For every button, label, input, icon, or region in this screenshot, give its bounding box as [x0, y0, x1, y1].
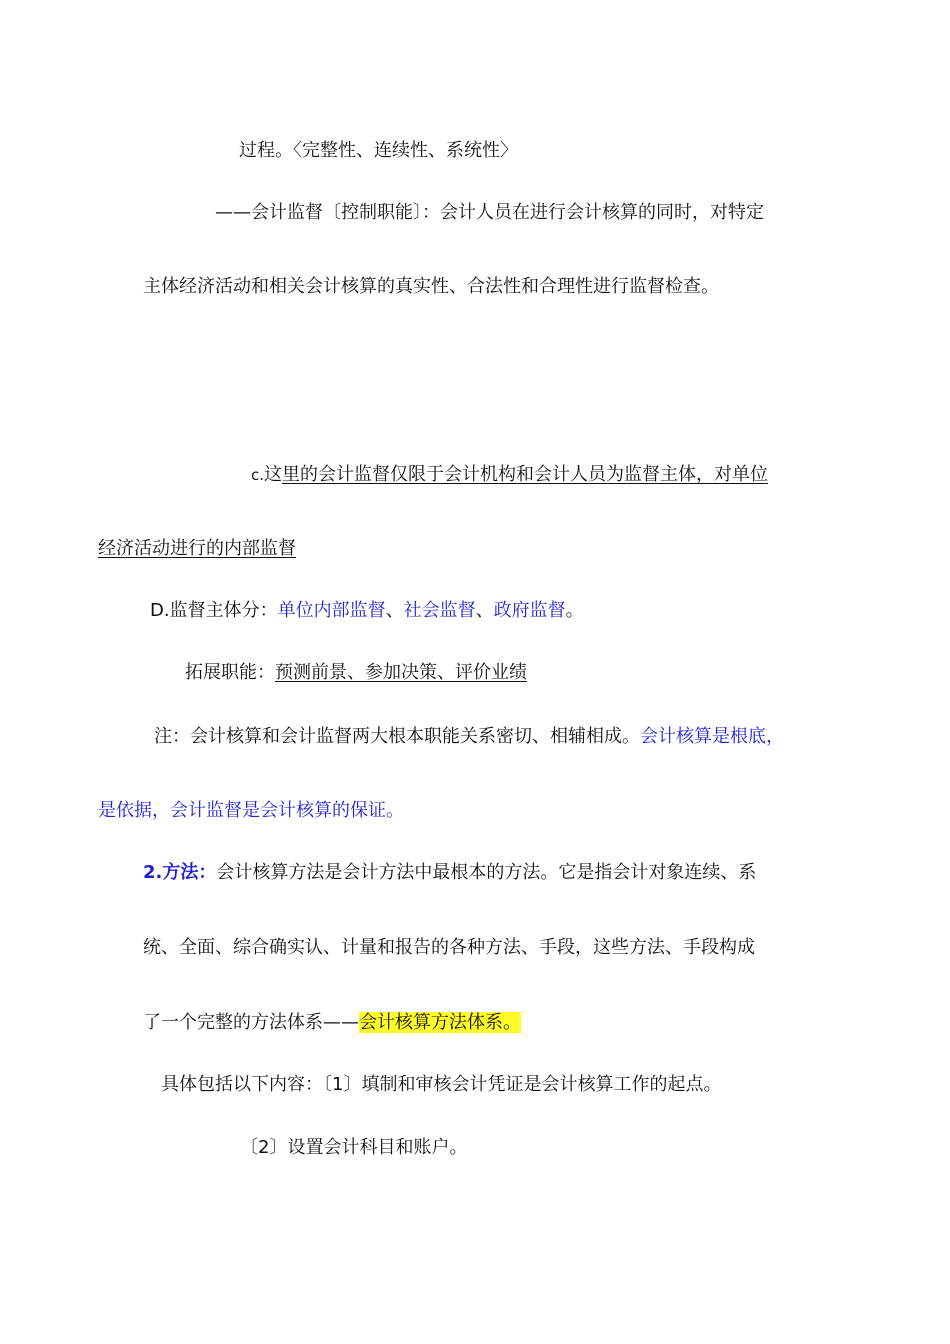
- text-line-method-3: [143, 1011, 521, 1035]
- method-label: 2.方法：: [143, 862, 217, 883]
- c-prefix: c.: [251, 466, 265, 484]
- text-line-c-cont: [98, 537, 296, 561]
- text-line-extension: [185, 661, 527, 685]
- c-text-underlined: 里的会计监督仅限于会计机构和会计人员为监督主体，对单位: [282, 464, 769, 485]
- content-intro: 具体包括以下内容：: [161, 1074, 323, 1095]
- d-item-3: 政府监督: [493, 600, 566, 621]
- method-text-1: 会计核算方法是会计方法中最根本的方法。它是指会计对象连续、系: [216, 862, 757, 883]
- note-blue-1: 会计核算是根底，: [640, 726, 784, 747]
- ext-value: 预测前景、参加决策、评价业绩: [275, 662, 527, 683]
- text-line-note-cont: 是依据，会计监督是会计核算的保证。: [98, 800, 404, 821]
- method-highlight: 会计核算方法体系。: [359, 1012, 521, 1033]
- d-end: 。: [565, 600, 584, 621]
- text-line-content-2: 〔2〕设置会计科目和账户。: [240, 1137, 468, 1158]
- d-sep-2: 、: [475, 600, 494, 621]
- note-text: 注：会计核算和会计监督两大根本职能关系密切、相辅相成。: [154, 726, 640, 747]
- d-item-1: 单位内部监督: [277, 600, 386, 621]
- content-item-1: 〔1〕填制和审核会计凭证是会计核算工作的起点。: [323, 1074, 722, 1095]
- d-item-2: 社会监督: [403, 600, 476, 621]
- c-text-1: 这: [264, 464, 283, 485]
- c-text-underlined-cont: 经济活动进行的内部监督: [98, 538, 296, 559]
- d-sep-1: 、: [385, 600, 404, 621]
- text-line-method: [143, 861, 756, 885]
- text-line-process: 过程。〈完整性、连续性、系统性〉: [239, 140, 518, 161]
- method-text-3: 了一个完整的方法体系——: [143, 1012, 359, 1033]
- d-label: D.监督主体分：: [150, 600, 278, 621]
- text-line-supervision: ——会计监督〔控制职能〕：会计人员在进行会计核算的同时，对特定: [215, 202, 764, 223]
- text-line-supervision-cont: 主体经济活动和相关会计核算的真实性、合法性和合理性进行监督检查。: [143, 276, 719, 297]
- text-line-c: [251, 463, 768, 487]
- text-line-d: [150, 599, 584, 623]
- text-line-note: [154, 725, 784, 749]
- text-line-method-2: 统、全面、综合确实认、计量和报告的各种方法、手段，这些方法、手段构成: [143, 937, 755, 958]
- text-line-content-1: [161, 1073, 721, 1097]
- ext-label: 拓展职能：: [185, 662, 275, 683]
